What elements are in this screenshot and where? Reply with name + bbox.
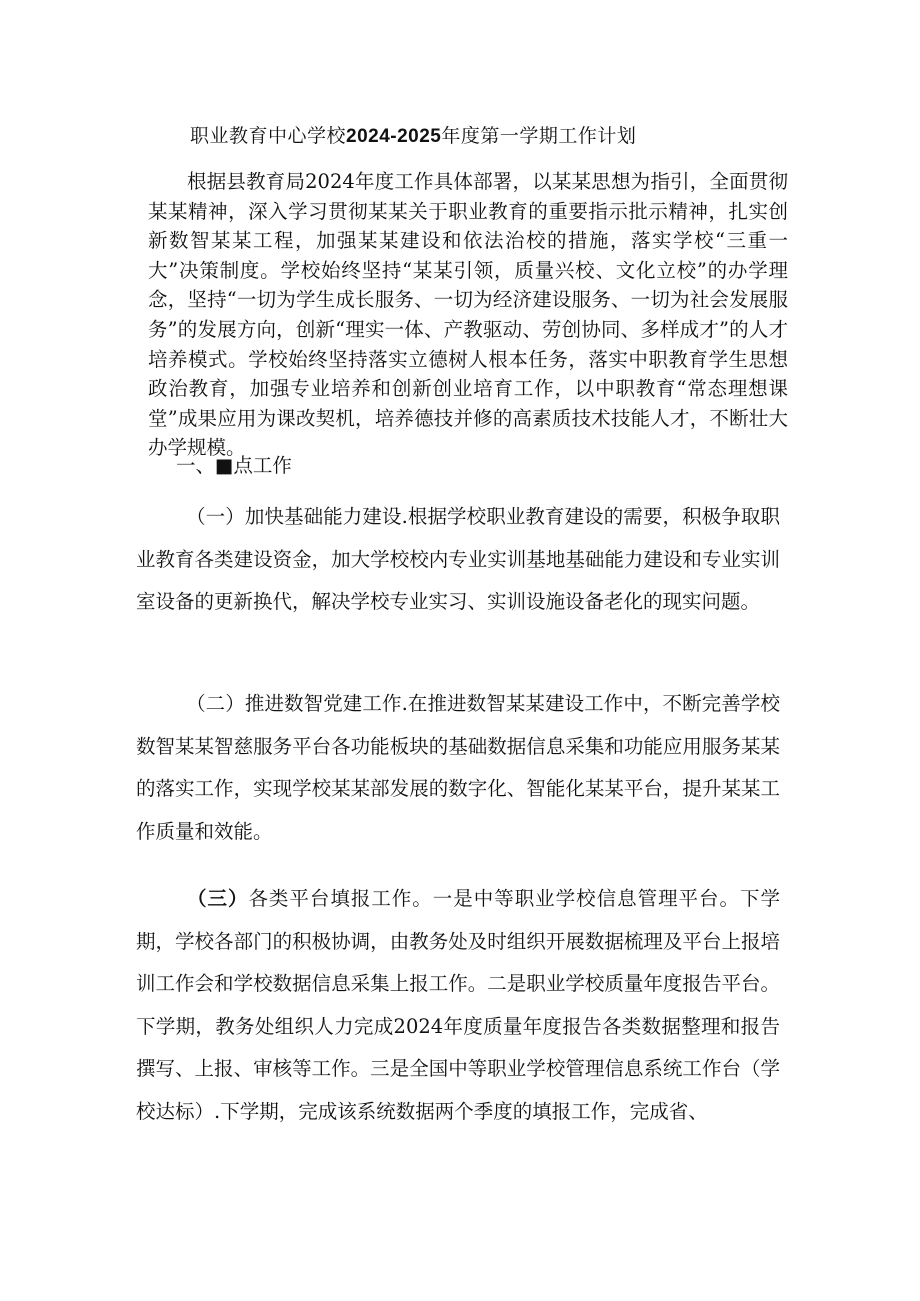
document-title	[190, 124, 636, 149]
intro-paragraph: 根据县教育局2024年度工作具体部署，以某某思想为指引，全面贯彻某某精神，深入学习贯彻某某关于职业教育的重要指示批示精神，扎实创新数智某某工程，加强某某建设和依法治校的措施，落实学校“三重一大”决策制度。学校始终坚持“某某引领，质量兴校、文化立校”的办学理念，坚持“一切为学生成长服务、一切为经济建设服务、一切为社会发展服务”的发展方向，创新“理实一体、产教驱动、劳创协同、多样成才”的人才培养模式。学校始终坚持落实立德树人根本任务，落实中职教育学生思想政治教育，加强专业培养和创新创业培育工作，以中职教育“常态理想课堂”成果应用为课改契机，培养德技并修的高素质技术技能人才，不断壮大办学规模。	[148, 170, 788, 460]
work-item-3-label: （三）	[186, 887, 249, 910]
title-prefix: 职业教育中心学校	[190, 125, 347, 147]
work-item-3	[136, 878, 780, 1133]
work-item-1-label: （一）	[186, 505, 245, 528]
work-item-1-text: 加快基础能力建设.根据学校职业教育建设的需要，积极争取职业教育各类建设资金，加大学校校内专业实训基地基础能力建设和专业实训室设备的更新换代，解决学校专业实习、实训设施设备老化的现实问题。	[136, 505, 780, 613]
work-item-3-text: 各类平台填报工作。一是中等职业学校信息管理平台。下学期，学校各部门的积极协调，由教务处及时组织开展数据梳理及平台上报培训工作会和学校数据信息采集上报工作。二是职业学校质量年度报告平台。下学期，教务处组织人力完成2024年度质量年度报告各类数据整理和报告撰写、上报、审核等工作。三是全国中等职业学校管理信息系统工作台（学校达标）.下学期，完成该系统数据两个季度的填报工作，完成省、	[136, 887, 780, 1123]
work-item-2-label: （二）	[186, 692, 245, 715]
title-years: 2024-2025	[346, 126, 442, 147]
title-suffix: 年度第一学期工作计划	[441, 125, 637, 147]
work-item-2-text: 推进数智党建工作.在推进数智某某建设工作中，不断完善学校数智某某智慈服务平台各功能板块的基础数据信息采集和功能应用服务某某的落实工作，实现学校某某部发展的数字化、智能化某某平台，提升某某工作质量和效能。	[136, 692, 780, 843]
work-item-2	[136, 683, 780, 853]
section-heading-key-work: 一、■点工作	[176, 454, 292, 477]
work-item-1	[136, 496, 780, 624]
